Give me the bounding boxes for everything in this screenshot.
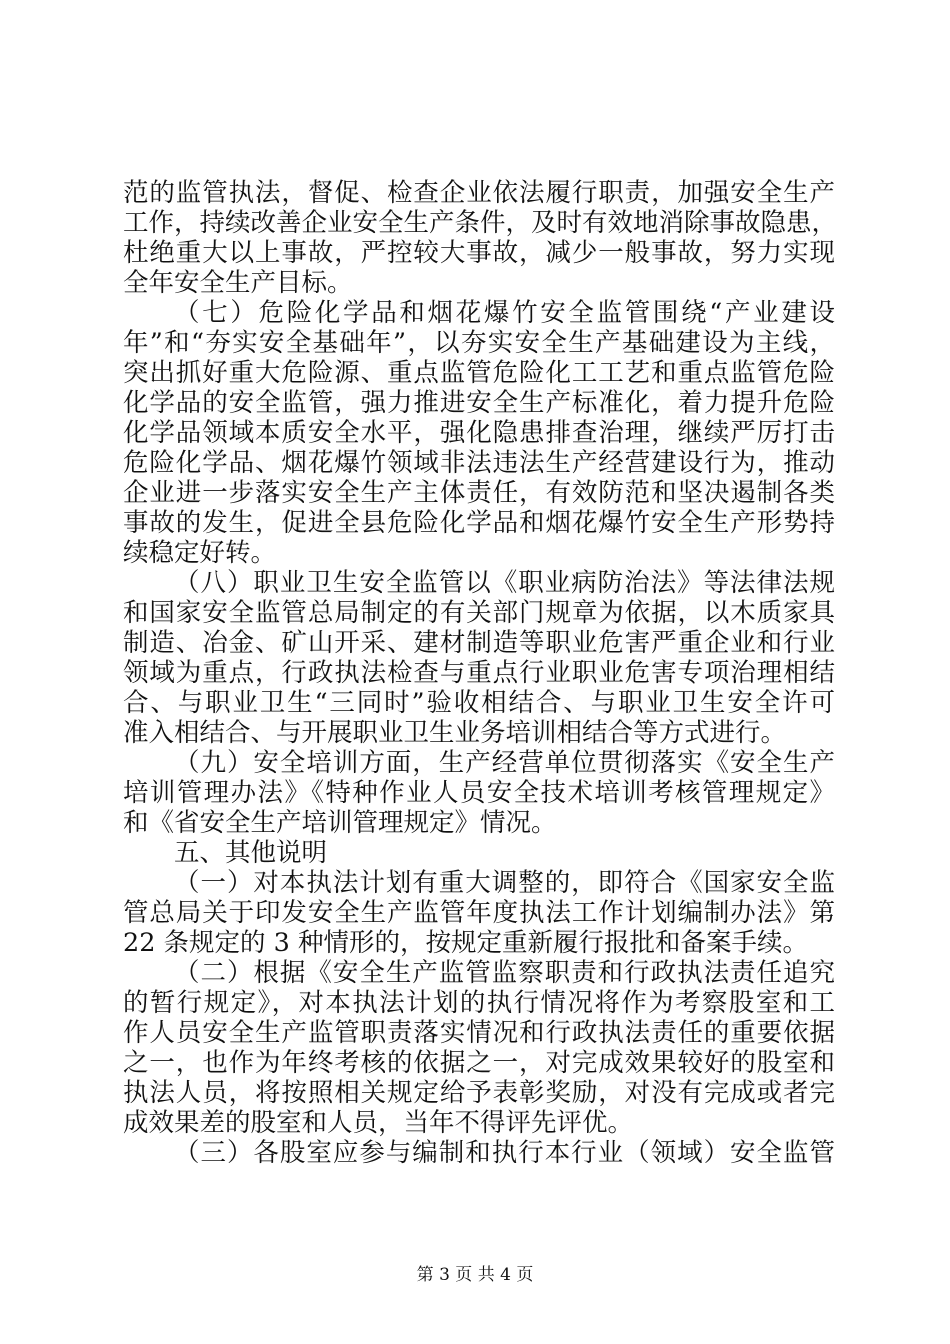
body-text-line: 突出抓好重大危险源、重点监管危险化工工艺和重点监管危险 xyxy=(123,358,835,388)
body-text-line: 年”和“夯实安全基础年”，以夯实安全生产基础建设为主线， xyxy=(123,328,835,358)
body-text-line: 领域为重点，行政执法检查与重点行业职业危害专项治理相结 xyxy=(123,658,835,688)
body-text-line: 危险化学品、烟花爆竹领域非法违法生产经营建设行为，推动 xyxy=(123,448,835,478)
body-text-line: 的暂行规定》，对本执法计划的执行情况将作为考察股室和工 xyxy=(123,988,835,1018)
body-text-line: 和《省安全生产培训管理规定》情况。 xyxy=(123,808,557,838)
body-text-line: 培训管理办法》《特种作业人员安全技术培训考核管理规定》 xyxy=(123,778,835,808)
body-text-line: 全年安全生产目标。 xyxy=(123,268,353,298)
body-text-line: 和国家安全监管总局制定的有关部门规章为依据，以木质家具 xyxy=(123,598,835,628)
body-text-line: （八）职业卫生安全监管以《职业病防治法》等法律法规 xyxy=(174,568,835,598)
document-body xyxy=(123,178,838,1168)
body-text-line: 五、其他说明 xyxy=(174,838,328,868)
body-text-line: （一）对本执法计划有重大调整的，即符合《国家安全监 xyxy=(174,868,835,898)
body-text-line: 制造、冶金、矿山开采、建材制造等职业危害严重企业和行业 xyxy=(123,628,835,658)
body-text-line: 化学品领域本质安全水平，强化隐患排查治理，继续严厉打击 xyxy=(123,418,835,448)
body-text-line: 杜绝重大以上事故，严控较大事故，减少一般事故，努力实现 xyxy=(123,238,835,268)
body-text-line: （二）根据《安全生产监管监察职责和行政执法责任追究 xyxy=(174,958,835,988)
body-text-line: 管总局关于印发安全生产监管年度执法工作计划编制办法》第 xyxy=(123,898,835,928)
body-text-line: 作人员安全生产监管职责落实情况和行政执法责任的重要依据 xyxy=(123,1018,835,1048)
body-text-line: （九）安全培训方面，生产经营单位贯彻落实《安全生产 xyxy=(174,748,835,778)
body-text-line: 准入相结合、与开展职业卫生业务培训相结合等方式进行。 xyxy=(123,718,787,748)
body-text-line: 之一，也作为年终考核的依据之一，对完成效果较好的股室和 xyxy=(123,1048,835,1078)
body-text-line: 企业进一步落实安全生产主体责任，有效防范和坚决遏制各类 xyxy=(123,478,835,508)
body-text-line: 执法人员，将按照相关规定给予表彰奖励，对没有完成或者完 xyxy=(123,1078,835,1108)
body-text-line: 成效果差的股室和人员，当年不得评先评优。 xyxy=(123,1108,634,1138)
body-text-line: 合、与职业卫生“三同时”验收相结合、与职业卫生安全许可 xyxy=(123,688,835,718)
body-text-line: 事故的发生，促进全县危险化学品和烟花爆竹安全生产形势持 xyxy=(123,508,835,538)
page-number-footer: 第 3 页 共 4 页 xyxy=(416,1265,534,1285)
body-text-line: （三）各股室应参与编制和执行本行业（领域）安全监管 xyxy=(174,1138,835,1168)
body-text-line: 22 条规定的 3 种情形的，按规定重新履行报批和备案手续。 xyxy=(123,928,808,958)
body-text-line: 化学品的安全监管，强力推进安全生产标准化，着力提升危险 xyxy=(123,388,835,418)
body-text-line: 工作，持续改善企业安全生产条件，及时有效地消除事故隐患， xyxy=(123,208,838,238)
body-text-line: 续稳定好转。 xyxy=(123,538,277,568)
body-text-line: （七）危险化学品和烟花爆竹安全监管围绕“产业建设 xyxy=(174,298,835,328)
body-text-line: 范的监管执法，督促、检查企业依法履行职责，加强安全生产 xyxy=(123,178,835,208)
